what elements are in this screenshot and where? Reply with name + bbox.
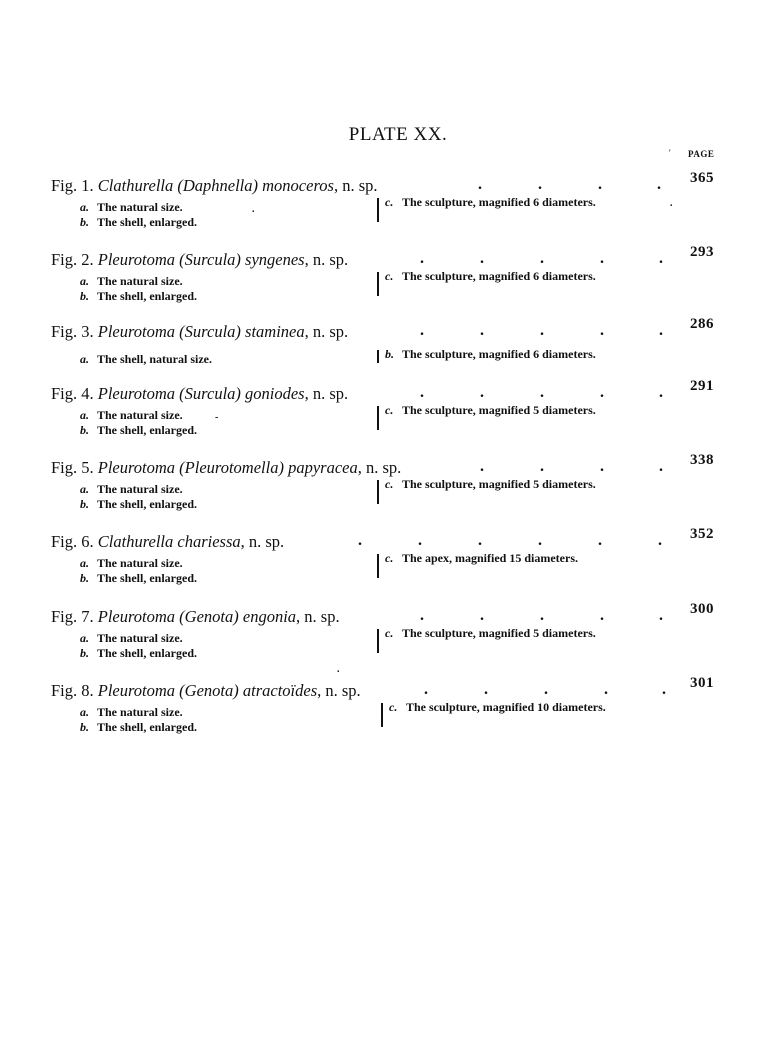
- separator-bar: [377, 629, 379, 653]
- page-number: 352: [690, 526, 714, 542]
- sub-item-a: a. The natural size.: [80, 556, 183, 570]
- sub-items-left: [80, 274, 197, 304]
- sub-item-b: b. The sculpture, magnified 6 diameters.: [385, 347, 596, 361]
- sub-item-a: a. The shell, natural size.: [80, 352, 213, 366]
- sub-items-left: [80, 556, 197, 586]
- sub-item-c: c. The sculpture, magnified 10 diameters.: [389, 700, 606, 714]
- sub-item-c: c. The sculpture, magnified 5 diameters.: [385, 626, 596, 640]
- figure-caption: [51, 681, 361, 701]
- sub-item-a: a. The natural size.: [80, 631, 183, 645]
- tick-mark: ': [669, 148, 671, 158]
- figure-suffix: , n. sp.: [296, 607, 340, 626]
- sub-item-a: a. The natural size.: [80, 274, 183, 288]
- sub-item-a: a. The natural size.: [80, 482, 183, 496]
- sub-item-b: b. The shell, enlarged.: [80, 497, 198, 511]
- figure-suffix: , n. sp.: [304, 322, 349, 341]
- figure-suffix: , n. sp.: [357, 458, 402, 477]
- separator-bar: [381, 703, 383, 727]
- sub-item-b: b. The shell, enlarged.: [80, 720, 198, 734]
- figure-label: Fig. 1.: [51, 176, 94, 195]
- sub-items-left: [80, 631, 197, 661]
- sub-items-left: [80, 352, 212, 367]
- figure-title: Pleurotoma (Surcula) goniodes: [97, 384, 305, 403]
- page-number: 286: [690, 316, 714, 332]
- sub-item-c: c. The apex, magnified 15 diameters.: [385, 551, 578, 565]
- figure-title: Clathurella (Daphnella) monoceros: [97, 176, 334, 195]
- sub-item-b: b. The shell, enlarged.: [80, 571, 198, 585]
- figure-title: Pleurotoma (Pleurotomella) papyracea: [97, 458, 358, 477]
- figure-label: Fig. 3.: [51, 322, 94, 341]
- sub-item-c: c. The sculpture, magnified 5 diameters.: [385, 403, 596, 417]
- figure-label: Fig. 7.: [51, 607, 94, 626]
- scan-speck: .: [252, 204, 255, 215]
- sub-items-left: [80, 705, 197, 735]
- separator-bar: [377, 272, 379, 296]
- sub-item-a: a. The natural size.: [80, 200, 183, 214]
- figure-label: Fig. 5.: [51, 458, 94, 477]
- separator-bar: [377, 350, 379, 363]
- figure-entry-1: Fig. 1. Clathurella (Daphnella) monoceros, n. sp. . . . . 365 a. The natural size. b. The shell, enlarged. c. The sculpture, magnified 6 diameters.: [51, 170, 714, 229]
- sub-items-left: [80, 408, 197, 438]
- figure-caption: [51, 322, 348, 342]
- sub-item-a: a. The natural size.: [80, 705, 183, 719]
- separator-bar: [377, 554, 379, 578]
- figure-caption: [51, 532, 284, 552]
- figure-suffix: , n. sp.: [304, 250, 349, 269]
- figure-label: Fig. 6.: [51, 532, 94, 551]
- sub-item-c: c. The sculpture, magnified 6 diameters.: [385, 269, 596, 283]
- figure-label: Fig. 4.: [51, 384, 94, 403]
- sub-item-b: b. The shell, enlarged.: [80, 289, 198, 303]
- sub-item-c: c. The sculpture, magnified 5 diameters.: [385, 477, 596, 491]
- page-heading: PAGE: [688, 149, 715, 159]
- sub-item-b: b. The shell, enlarged.: [80, 646, 198, 660]
- figure-caption: [51, 384, 348, 404]
- figure-entry-5: Fig. 5. Pleurotoma (Pleurotomella) papyracea, n. sp. . . . . 338 a. The natural size. b. The shell, enlarged. c. The sculpture, magnified 5 diameters.: [51, 452, 714, 511]
- figure-title: Pleurotoma (Genota) engonia: [97, 607, 297, 626]
- figure-label: Fig. 8.: [51, 681, 94, 700]
- page-number: 291: [690, 378, 714, 394]
- scan-speck: -: [215, 412, 219, 423]
- figure-entry-4: Fig. 4. Pleurotoma (Surcula) goniodes, n. sp. . . . . . 291 a. The natural size. b. The shell, enlarged. c. The sculpture, magnified 5 diameters.: [51, 378, 714, 437]
- figure-suffix: , n. sp.: [240, 532, 285, 551]
- page-number: 293: [690, 244, 714, 260]
- plate-title: PLATE XX.: [348, 124, 448, 145]
- separator-bar: [377, 198, 379, 222]
- sub-item-c: c. The sculpture, magnified 6 diameters.: [385, 195, 596, 209]
- figure-caption: [51, 176, 377, 196]
- figure-entry-8: Fig. 8. Pleurotoma (Genota) atractoïdes, n. sp. . . . . . 301 a. The natural size. b. The shell, enlarged. c. The sculpture, magnified 10 diameters.: [51, 675, 714, 734]
- figure-title: Clathurella chariessa: [97, 532, 241, 551]
- figure-suffix: , n. sp.: [304, 384, 349, 403]
- figure-suffix: , n. sp.: [333, 176, 378, 195]
- sub-items-left: [80, 482, 197, 512]
- figure-entry-7: Fig. 7. Pleurotoma (Genota) engonia, n. sp. . . . . . 300 a. The natural size. b. The shell, enlarged. c. The sculpture, magnified 5 diameters.: [51, 601, 714, 660]
- page-number: 301: [690, 675, 714, 691]
- page-number: 365: [690, 170, 714, 186]
- page-number: 338: [690, 452, 714, 468]
- figure-caption: [51, 250, 348, 270]
- figure-title: Pleurotoma (Surcula) staminea: [97, 322, 305, 341]
- figure-entry-6: Fig. 6. Clathurella chariessa, n. sp. . . . . . . 352 a. The natural size. b. The shell, enlarged. c. The apex, magnified 15 diameters.: [51, 526, 714, 585]
- figure-title: Pleurotoma (Genota) atractoïdes: [97, 681, 318, 700]
- separator-bar: [377, 480, 379, 504]
- page-number: 300: [690, 601, 714, 617]
- scan-speck: .: [670, 198, 673, 209]
- scan-speck: .: [337, 664, 340, 675]
- figure-title: Pleurotoma (Surcula) syngenes: [97, 250, 305, 269]
- figure-entry-3: Fig. 3. Pleurotoma (Surcula) staminea, n. sp. . . . . . 286 a. The shell, natural size. b. The sculpture, magnified 6 diameters.: [51, 316, 714, 366]
- figure-caption: [51, 458, 401, 478]
- sub-item-b: b. The shell, enlarged.: [80, 423, 198, 437]
- sub-item-b: b. The shell, enlarged.: [80, 215, 198, 229]
- sub-items-left: [80, 200, 197, 230]
- sub-item-a: a. The natural size.: [80, 408, 183, 422]
- figure-label: Fig. 2.: [51, 250, 94, 269]
- separator-bar: [377, 406, 379, 430]
- figure-caption: [51, 607, 340, 627]
- figure-suffix: , n. sp.: [317, 681, 361, 700]
- figure-entry-2: Fig. 2. Pleurotoma (Surcula) syngenes, n. sp. . . . . . 293 a. The natural size. b. The shell, enlarged. c. The sculpture, magnified 6 diameters.: [51, 244, 714, 303]
